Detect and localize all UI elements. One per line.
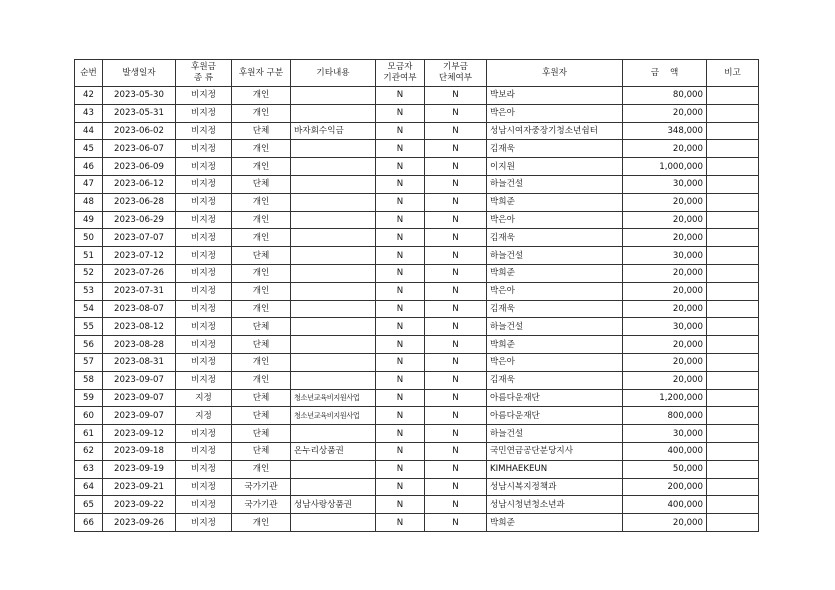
- cell-note: [707, 247, 759, 265]
- cell-donation-type: 비지정: [176, 175, 232, 193]
- table-row: [75, 318, 759, 336]
- cell-donation-type: 비지정: [176, 264, 232, 282]
- cell-donor-category: 단체: [232, 318, 291, 336]
- cell-donation-type: 비지정: [176, 371, 232, 389]
- cell-fundraiser-org: N: [376, 496, 425, 514]
- table-row: [75, 442, 759, 460]
- cell-amount: 80,000: [623, 87, 707, 105]
- cell-note: [707, 371, 759, 389]
- cell-fundraiser-org: N: [376, 353, 425, 371]
- cell-donor: 박희준: [487, 514, 623, 532]
- cell-donation-type: 비지정: [176, 460, 232, 478]
- cell-donor-category: 개인: [232, 193, 291, 211]
- cell-donation-org: N: [425, 211, 487, 229]
- cell-date: 2023-09-19: [103, 460, 176, 478]
- cell-seq: 55: [75, 318, 103, 336]
- cell-seq: 43: [75, 104, 103, 122]
- cell-donor-category: 개인: [232, 87, 291, 105]
- cell-seq: 58: [75, 371, 103, 389]
- cell-seq: 57: [75, 353, 103, 371]
- cell-amount: 20,000: [623, 300, 707, 318]
- cell-other-details: [291, 300, 376, 318]
- table-row: [75, 158, 759, 176]
- cell-fundraiser-org: N: [376, 140, 425, 158]
- cell-donor-category: 국가기관: [232, 478, 291, 496]
- cell-note: [707, 389, 759, 407]
- cell-note: [707, 478, 759, 496]
- cell-date: 2023-06-07: [103, 140, 176, 158]
- table-row: [75, 478, 759, 496]
- cell-amount: 30,000: [623, 318, 707, 336]
- table-row: [75, 264, 759, 282]
- cell-donation-org: N: [425, 264, 487, 282]
- cell-other-details: [291, 514, 376, 532]
- cell-donation-org: N: [425, 353, 487, 371]
- cell-date: 2023-06-02: [103, 122, 176, 140]
- cell-seq: 61: [75, 425, 103, 443]
- table-row: [75, 407, 759, 425]
- cell-donor-category: 개인: [232, 264, 291, 282]
- cell-date: 2023-07-12: [103, 247, 176, 265]
- cell-donor: 하늘건설: [487, 175, 623, 193]
- cell-amount: 50,000: [623, 460, 707, 478]
- cell-other-details: [291, 336, 376, 354]
- cell-donation-type: 비지정: [176, 229, 232, 247]
- cell-fundraiser-org: N: [376, 389, 425, 407]
- cell-seq: 48: [75, 193, 103, 211]
- cell-donor-category: 단체: [232, 407, 291, 425]
- cell-donor-category: 개인: [232, 514, 291, 532]
- cell-note: [707, 460, 759, 478]
- table-row: [75, 122, 759, 140]
- cell-note: [707, 282, 759, 300]
- table-row: [75, 425, 759, 443]
- cell-seq: 44: [75, 122, 103, 140]
- cell-amount: 1,200,000: [623, 389, 707, 407]
- cell-note: [707, 407, 759, 425]
- table-row: [75, 496, 759, 514]
- cell-donor-category: 단체: [232, 247, 291, 265]
- cell-fundraiser-org: N: [376, 407, 425, 425]
- cell-donor: 하늘건설: [487, 247, 623, 265]
- cell-donation-type: 비지정: [176, 478, 232, 496]
- cell-fundraiser-org: N: [376, 193, 425, 211]
- cell-other-details: [291, 211, 376, 229]
- header-fundraiser-org-line2: 기관여부: [383, 73, 417, 83]
- cell-amount: 20,000: [623, 336, 707, 354]
- cell-donation-org: N: [425, 140, 487, 158]
- cell-donation-org: N: [425, 104, 487, 122]
- cell-fundraiser-org: N: [376, 264, 425, 282]
- cell-donor: 박희준: [487, 336, 623, 354]
- cell-donor-category: 국가기관: [232, 496, 291, 514]
- table-row: [75, 140, 759, 158]
- cell-note: [707, 496, 759, 514]
- cell-date: 2023-09-07: [103, 371, 176, 389]
- cell-other-details: [291, 264, 376, 282]
- cell-amount: 20,000: [623, 514, 707, 532]
- cell-other-details: 청소년교육비지원사업: [291, 389, 376, 407]
- cell-donor-category: 단체: [232, 122, 291, 140]
- cell-other-details: [291, 193, 376, 211]
- cell-note: [707, 514, 759, 532]
- cell-date: 2023-07-31: [103, 282, 176, 300]
- cell-date: 2023-08-12: [103, 318, 176, 336]
- cell-donation-org: N: [425, 87, 487, 105]
- cell-donor-category: 개인: [232, 229, 291, 247]
- cell-amount: 20,000: [623, 282, 707, 300]
- cell-donation-org: N: [425, 300, 487, 318]
- cell-other-details: [291, 371, 376, 389]
- cell-donor: 박은아: [487, 211, 623, 229]
- cell-donor: 박희준: [487, 193, 623, 211]
- cell-seq: 66: [75, 514, 103, 532]
- cell-other-details: [291, 478, 376, 496]
- header-donation-type-line2: 종 류: [193, 73, 214, 83]
- cell-donation-type: 비지정: [176, 353, 232, 371]
- cell-date: 2023-06-12: [103, 175, 176, 193]
- cell-donor: 김재욱: [487, 300, 623, 318]
- cell-donation-type: 비지정: [176, 140, 232, 158]
- cell-fundraiser-org: N: [376, 282, 425, 300]
- header-fundraiser-org: [376, 60, 425, 87]
- cell-date: 2023-08-07: [103, 300, 176, 318]
- cell-amount: 348,000: [623, 122, 707, 140]
- cell-other-details: [291, 425, 376, 443]
- cell-note: [707, 193, 759, 211]
- cell-fundraiser-org: N: [376, 122, 425, 140]
- cell-donor-category: 개인: [232, 282, 291, 300]
- cell-donor: 박보라: [487, 87, 623, 105]
- cell-other-details: [291, 158, 376, 176]
- cell-donation-type: 비지정: [176, 193, 232, 211]
- header-donation-type-line1: 후원금: [191, 62, 216, 72]
- cell-note: [707, 122, 759, 140]
- cell-donation-type: 비지정: [176, 300, 232, 318]
- cell-donor: 성남시복지정책과: [487, 478, 623, 496]
- cell-donation-org: N: [425, 478, 487, 496]
- table-row: [75, 336, 759, 354]
- cell-donation-org: N: [425, 229, 487, 247]
- cell-donation-type: 비지정: [176, 336, 232, 354]
- cell-other-details: [291, 282, 376, 300]
- cell-fundraiser-org: N: [376, 478, 425, 496]
- cell-amount: 30,000: [623, 247, 707, 265]
- cell-other-details: [291, 318, 376, 336]
- cell-date: 2023-05-31: [103, 104, 176, 122]
- cell-donation-org: N: [425, 496, 487, 514]
- cell-fundraiser-org: N: [376, 175, 425, 193]
- cell-fundraiser-org: N: [376, 158, 425, 176]
- cell-donation-type: 비지정: [176, 514, 232, 532]
- cell-fundraiser-org: N: [376, 229, 425, 247]
- cell-fundraiser-org: N: [376, 371, 425, 389]
- cell-donor: 아름다운재단: [487, 407, 623, 425]
- cell-donation-org: N: [425, 193, 487, 211]
- table-row: [75, 247, 759, 265]
- cell-date: 2023-09-07: [103, 389, 176, 407]
- header-donation-type: [176, 60, 232, 87]
- cell-donation-org: N: [425, 460, 487, 478]
- cell-amount: 800,000: [623, 407, 707, 425]
- cell-fundraiser-org: N: [376, 211, 425, 229]
- header-note: 비고: [707, 60, 759, 87]
- cell-donation-type: 비지정: [176, 496, 232, 514]
- cell-seq: 60: [75, 407, 103, 425]
- cell-seq: 51: [75, 247, 103, 265]
- cell-donor: 김재욱: [487, 140, 623, 158]
- header-row: [75, 60, 759, 87]
- cell-donation-org: N: [425, 425, 487, 443]
- cell-donor-category: 단체: [232, 175, 291, 193]
- cell-other-details: 성남사랑상품권: [291, 496, 376, 514]
- cell-donor: KIMHAEKEUN: [487, 460, 623, 478]
- cell-other-details: [291, 140, 376, 158]
- cell-donor-category: 단체: [232, 442, 291, 460]
- table-row: [75, 300, 759, 318]
- donation-ledger-table: [74, 59, 759, 532]
- cell-seq: 42: [75, 87, 103, 105]
- cell-date: 2023-05-30: [103, 87, 176, 105]
- cell-other-details: [291, 460, 376, 478]
- table-row: [75, 211, 759, 229]
- cell-note: [707, 104, 759, 122]
- cell-other-details: [291, 353, 376, 371]
- cell-donation-org: N: [425, 247, 487, 265]
- cell-seq: 65: [75, 496, 103, 514]
- cell-donation-org: N: [425, 282, 487, 300]
- header-date: 발생일자: [103, 60, 176, 87]
- cell-date: 2023-07-26: [103, 264, 176, 282]
- cell-fundraiser-org: N: [376, 318, 425, 336]
- cell-date: 2023-06-28: [103, 193, 176, 211]
- header-donation-org-line2: 단체여부: [438, 73, 473, 83]
- cell-donor-category: 개인: [232, 211, 291, 229]
- header-fundraiser-org-line1: 모금자: [387, 62, 413, 72]
- cell-seq: 63: [75, 460, 103, 478]
- cell-seq: 47: [75, 175, 103, 193]
- cell-donation-org: N: [425, 442, 487, 460]
- cell-donation-org: N: [425, 407, 487, 425]
- cell-seq: 54: [75, 300, 103, 318]
- header-donor-category: 후원자 구분: [232, 60, 291, 87]
- cell-amount: 20,000: [623, 104, 707, 122]
- table-row: [75, 193, 759, 211]
- cell-donor-category: 개인: [232, 104, 291, 122]
- cell-donor: 아름다운재단: [487, 389, 623, 407]
- cell-other-details: [291, 87, 376, 105]
- cell-donation-org: N: [425, 175, 487, 193]
- cell-fundraiser-org: N: [376, 87, 425, 105]
- table-row: [75, 389, 759, 407]
- cell-donor-category: 개인: [232, 353, 291, 371]
- cell-date: 2023-07-07: [103, 229, 176, 247]
- table-row: [75, 460, 759, 478]
- cell-donor: 하늘건설: [487, 318, 623, 336]
- cell-donation-org: N: [425, 389, 487, 407]
- cell-seq: 52: [75, 264, 103, 282]
- cell-date: 2023-09-21: [103, 478, 176, 496]
- cell-date: 2023-06-29: [103, 211, 176, 229]
- cell-donor-category: 단체: [232, 336, 291, 354]
- cell-donor: 하늘건설: [487, 425, 623, 443]
- cell-donation-type: 지정: [176, 389, 232, 407]
- cell-note: [707, 211, 759, 229]
- cell-donation-org: N: [425, 318, 487, 336]
- cell-amount: 20,000: [623, 140, 707, 158]
- cell-donor: 김재욱: [487, 229, 623, 247]
- cell-donation-type: 비지정: [176, 425, 232, 443]
- table-row: [75, 229, 759, 247]
- cell-donor-category: 단체: [232, 389, 291, 407]
- cell-other-details: 청소년교육비지원사업: [291, 407, 376, 425]
- cell-date: 2023-09-12: [103, 425, 176, 443]
- cell-note: [707, 87, 759, 105]
- cell-amount: 200,000: [623, 478, 707, 496]
- cell-seq: 50: [75, 229, 103, 247]
- ledger-body: [75, 87, 759, 532]
- cell-amount: 400,000: [623, 442, 707, 460]
- cell-seq: 46: [75, 158, 103, 176]
- cell-seq: 62: [75, 442, 103, 460]
- cell-donation-type: 비지정: [176, 442, 232, 460]
- cell-fundraiser-org: N: [376, 247, 425, 265]
- cell-other-details: [291, 229, 376, 247]
- cell-donation-type: 비지정: [176, 282, 232, 300]
- cell-amount: 30,000: [623, 175, 707, 193]
- cell-donor: 국민연금공단분당지사: [487, 442, 623, 460]
- cell-note: [707, 318, 759, 336]
- cell-fundraiser-org: N: [376, 104, 425, 122]
- cell-note: [707, 336, 759, 354]
- table-row: [75, 104, 759, 122]
- cell-note: [707, 264, 759, 282]
- cell-donor: 성남시여자중장기청소년쉼터: [487, 122, 623, 140]
- cell-fundraiser-org: N: [376, 514, 425, 532]
- cell-amount: 20,000: [623, 264, 707, 282]
- cell-amount: 400,000: [623, 496, 707, 514]
- cell-amount: 20,000: [623, 229, 707, 247]
- cell-donor-category: 단체: [232, 425, 291, 443]
- cell-date: 2023-09-07: [103, 407, 176, 425]
- cell-amount: 20,000: [623, 353, 707, 371]
- cell-amount: 20,000: [623, 371, 707, 389]
- cell-donation-type: 비지정: [176, 87, 232, 105]
- cell-donor-category: 개인: [232, 460, 291, 478]
- cell-donor: 성남시청년청소년과: [487, 496, 623, 514]
- cell-fundraiser-org: N: [376, 442, 425, 460]
- cell-donation-type: 비지정: [176, 122, 232, 140]
- cell-amount: 30,000: [623, 425, 707, 443]
- cell-note: [707, 353, 759, 371]
- cell-donation-org: N: [425, 158, 487, 176]
- cell-date: 2023-09-18: [103, 442, 176, 460]
- cell-amount: 20,000: [623, 211, 707, 229]
- cell-donor: 박은아: [487, 353, 623, 371]
- cell-seq: 59: [75, 389, 103, 407]
- header-amount: 금 액: [623, 60, 707, 87]
- cell-seq: 56: [75, 336, 103, 354]
- header-donation-org: [425, 60, 487, 87]
- cell-donation-org: N: [425, 514, 487, 532]
- cell-fundraiser-org: N: [376, 460, 425, 478]
- cell-donation-type: 비지정: [176, 318, 232, 336]
- cell-donation-type: 비지정: [176, 104, 232, 122]
- cell-note: [707, 300, 759, 318]
- cell-note: [707, 140, 759, 158]
- cell-note: [707, 175, 759, 193]
- table-row: [75, 175, 759, 193]
- cell-date: 2023-06-09: [103, 158, 176, 176]
- cell-fundraiser-org: N: [376, 300, 425, 318]
- cell-donation-org: N: [425, 122, 487, 140]
- cell-donation-type: 비지정: [176, 158, 232, 176]
- cell-seq: 64: [75, 478, 103, 496]
- table-row: [75, 282, 759, 300]
- cell-fundraiser-org: N: [376, 425, 425, 443]
- cell-donor-category: 개인: [232, 371, 291, 389]
- cell-donor: 박은아: [487, 104, 623, 122]
- header-other-details: 기타내용: [291, 60, 376, 87]
- header-donor: 후원자: [487, 60, 623, 87]
- cell-donor: 박희준: [487, 264, 623, 282]
- cell-date: 2023-09-22: [103, 496, 176, 514]
- cell-fundraiser-org: N: [376, 336, 425, 354]
- cell-amount: 1,000,000: [623, 158, 707, 176]
- cell-donation-type: 비지정: [176, 211, 232, 229]
- cell-seq: 53: [75, 282, 103, 300]
- cell-donation-org: N: [425, 371, 487, 389]
- cell-note: [707, 442, 759, 460]
- cell-donor: 박은아: [487, 282, 623, 300]
- cell-date: 2023-08-31: [103, 353, 176, 371]
- cell-other-details: 온누리상품권: [291, 442, 376, 460]
- cell-date: 2023-08-28: [103, 336, 176, 354]
- cell-note: [707, 229, 759, 247]
- cell-donor: 김재욱: [487, 371, 623, 389]
- table-row: [75, 514, 759, 532]
- cell-donation-org: N: [425, 336, 487, 354]
- cell-other-details: 바자회수익금: [291, 122, 376, 140]
- cell-donor-category: 개인: [232, 140, 291, 158]
- cell-donation-type: 비지정: [176, 247, 232, 265]
- cell-date: 2023-09-26: [103, 514, 176, 532]
- cell-other-details: [291, 104, 376, 122]
- cell-other-details: [291, 175, 376, 193]
- header-donation-org-line1: 기부금: [443, 62, 468, 72]
- table-row: [75, 353, 759, 371]
- cell-donor-category: 개인: [232, 158, 291, 176]
- cell-donor: 이지원: [487, 158, 623, 176]
- cell-donor-category: 개인: [232, 300, 291, 318]
- cell-note: [707, 158, 759, 176]
- cell-donation-type: 지정: [176, 407, 232, 425]
- cell-seq: 45: [75, 140, 103, 158]
- table-row: [75, 87, 759, 105]
- header-seq: 순번: [75, 60, 103, 87]
- cell-seq: 49: [75, 211, 103, 229]
- cell-other-details: [291, 247, 376, 265]
- cell-amount: 20,000: [623, 193, 707, 211]
- cell-note: [707, 425, 759, 443]
- table-row: [75, 371, 759, 389]
